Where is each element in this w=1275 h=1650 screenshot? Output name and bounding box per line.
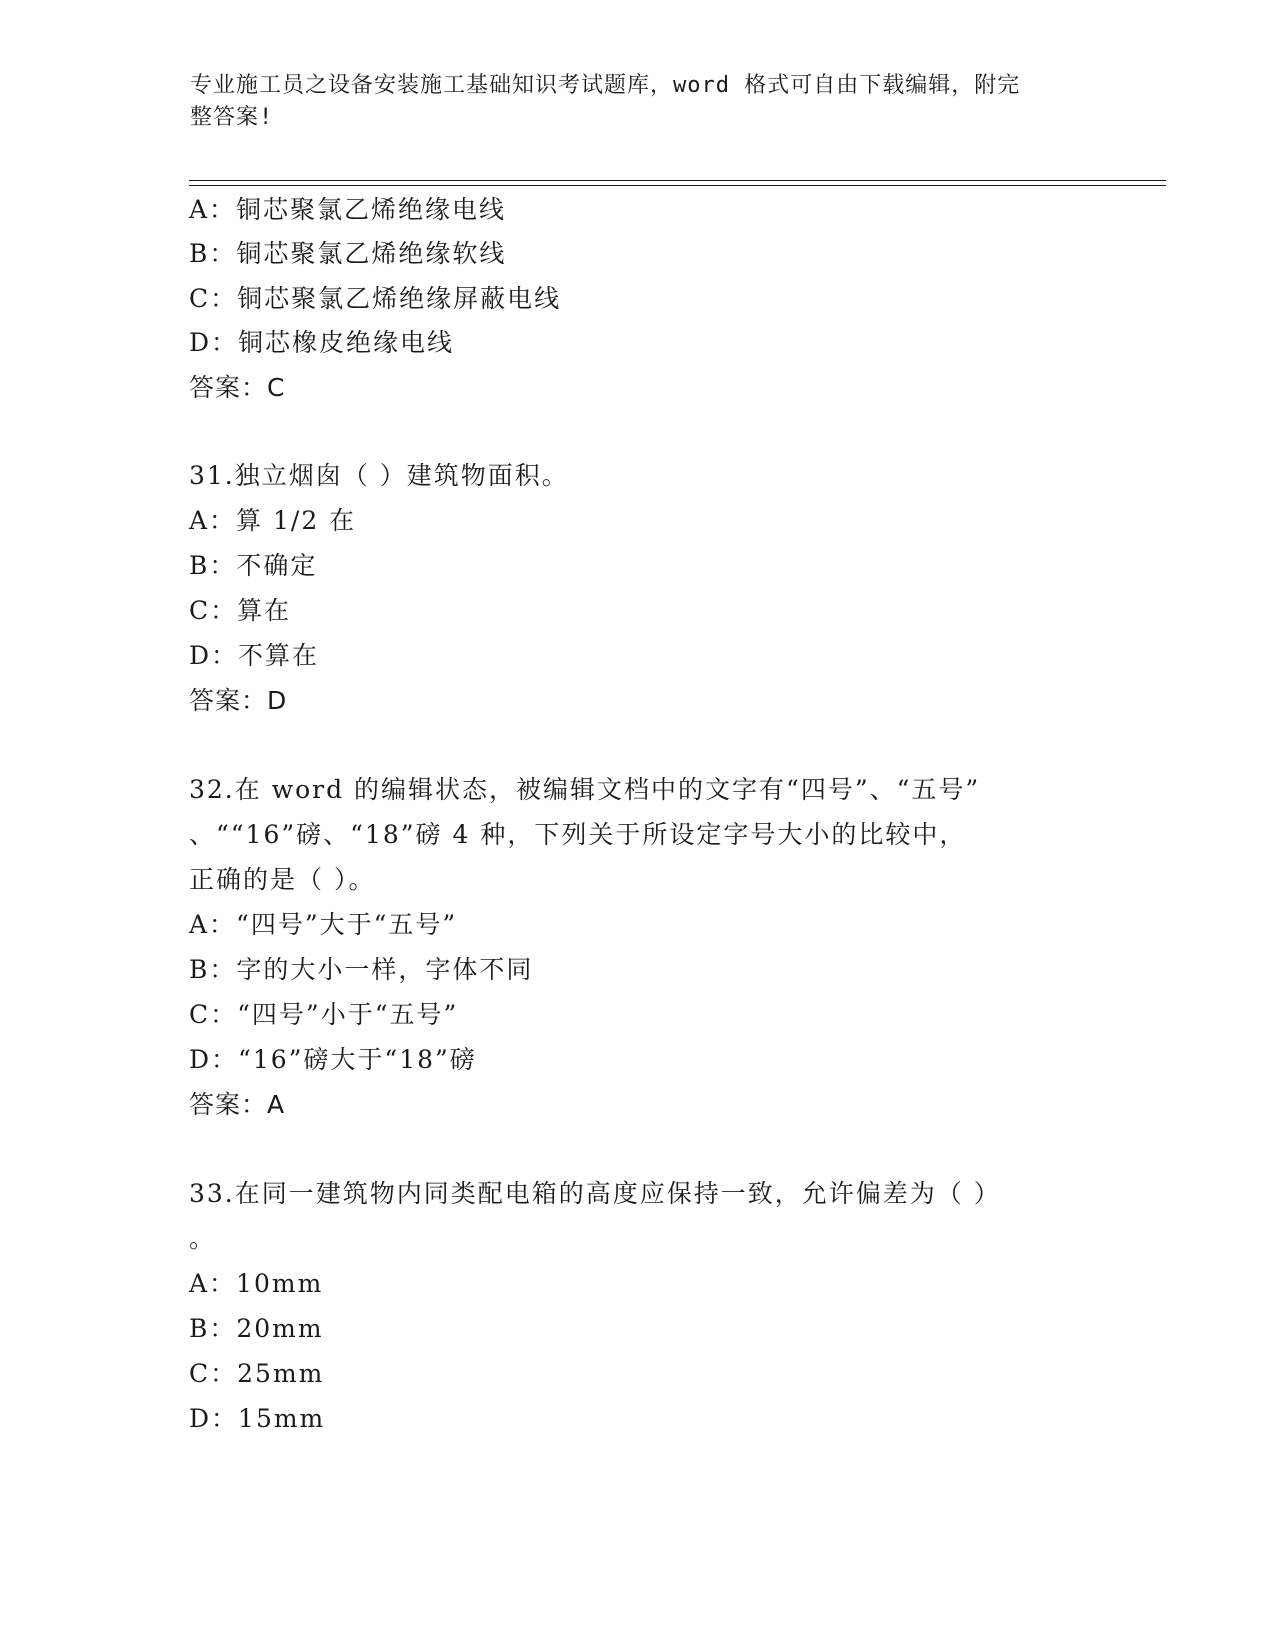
q32-option-a: A：“四号”大于“五号”: [189, 910, 458, 939]
q33-option-d: D：15mm: [189, 1404, 326, 1433]
q32-option-b: B：字的大小一样，字体不同: [189, 955, 534, 984]
header-line-2: 整答案!: [190, 105, 274, 130]
q31-answer: 答案：D: [189, 686, 288, 715]
header-rule-top: [189, 180, 1166, 181]
header-line-1: 专业施工员之设备安装施工基础知识考试题库，word 格式可自由下载编辑，附完: [190, 73, 1021, 98]
q31-option-a: A：算 1/2 在: [189, 506, 357, 535]
q32-answer: 答案：A: [189, 1090, 286, 1119]
q33-option-a: A：10mm: [189, 1269, 324, 1298]
q31-option-c: C：算在: [189, 596, 292, 625]
q32-stem-line-1: 32.在 word 的编辑状态，被编辑文档中的文字有“四号”、“五号”: [189, 775, 981, 804]
q30-option-c: C：铜芯聚氯乙烯绝缘屏蔽电线: [189, 284, 562, 313]
q32-option-c: C：“四号”小于“五号”: [189, 1000, 459, 1029]
q31-stem: 31.独立烟囱（ ）建筑物面积。: [189, 461, 569, 490]
q33-stem-line-1: 33.在同一建筑物内同类配电箱的高度应保持一致，允许偏差为（ ）: [189, 1179, 1001, 1208]
q31-option-d: D：不算在: [189, 641, 320, 670]
q30-option-d: D：铜芯橡皮绝缘电线: [189, 328, 455, 357]
header-rule-bottom: [189, 185, 1166, 186]
q32-stem-line-2: 、““16”磅、“18”磅 4 种，下列关于所设定字号大小的比较中，: [189, 820, 967, 849]
q30-answer: 答案：C: [189, 373, 286, 402]
q30-option-b: B：铜芯聚氯乙烯绝缘软线: [189, 239, 507, 268]
q33-option-c: C：25mm: [189, 1359, 325, 1388]
document-header: [190, 70, 1070, 134]
q30-option-a: A：铜芯聚氯乙烯绝缘电线: [189, 195, 507, 224]
q33-stem-line-2: 。: [189, 1224, 217, 1253]
q33-option-b: B：20mm: [189, 1314, 324, 1343]
q31-option-b: B：不确定: [189, 551, 318, 580]
q32-option-d: D：“16”磅大于“18”磅: [189, 1045, 477, 1074]
q32-stem-line-3: 正确的是（ ）。: [189, 865, 376, 894]
